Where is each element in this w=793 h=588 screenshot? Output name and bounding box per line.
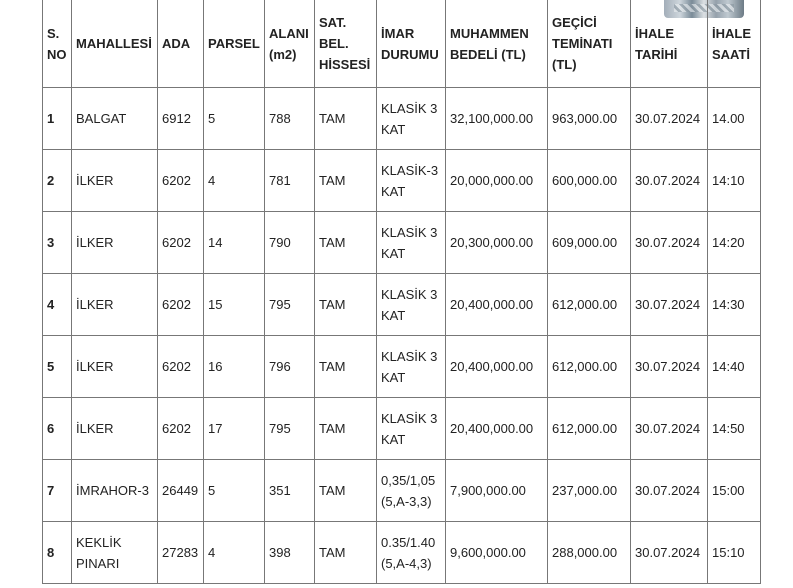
cell-alan: 788 [265,88,315,150]
cell-tarih: 30.07.2024 [631,522,708,584]
cell-ada: 6912 [158,88,204,150]
cell-hisse: TAM [315,336,377,398]
header-ada: ADA [158,0,204,88]
header-parsel: PARSEL [204,0,265,88]
header-sno: S. NO [43,0,72,88]
cell-imar: KLASİK 3 KAT [377,398,446,460]
cell-ada: 6202 [158,150,204,212]
cell-parsel: 15 [204,274,265,336]
cell-sno: 1 [43,88,72,150]
cell-saat: 14:10 [708,150,761,212]
cell-tarih: 30.07.2024 [631,212,708,274]
cell-hisse: TAM [315,88,377,150]
cell-hisse: TAM [315,212,377,274]
cell-sno: 4 [43,274,72,336]
cell-bedel: 7,900,000.00 [446,460,548,522]
cell-parsel: 4 [204,522,265,584]
cell-ada: 6202 [158,212,204,274]
cell-parsel: 16 [204,336,265,398]
cell-teminat: 288,000.00 [548,522,631,584]
table-row [43,522,761,584]
cell-bedel: 20,400,000.00 [446,398,548,460]
header-saat: İHALE SAATİ [708,0,761,88]
cell-hisse: TAM [315,274,377,336]
cell-parsel: 4 [204,150,265,212]
cell-imar: KLASİK 3 KAT [377,88,446,150]
cell-ada: 6202 [158,398,204,460]
cell-teminat: 612,000.00 [548,398,631,460]
cell-parsel: 17 [204,398,265,460]
cell-bedel: 9,600,000.00 [446,522,548,584]
cell-saat: 14.00 [708,88,761,150]
cell-teminat: 609,000.00 [548,212,631,274]
cell-ada: 6202 [158,336,204,398]
cell-tarih: 30.07.2024 [631,88,708,150]
cell-mahalle: İLKER [72,212,158,274]
cell-saat: 14:50 [708,398,761,460]
cell-sno: 6 [43,398,72,460]
cell-alan: 796 [265,336,315,398]
cell-mahalle: KEKLİK PINARI [72,522,158,584]
header-row [43,0,761,88]
cell-parsel: 14 [204,212,265,274]
cell-ada: 6202 [158,274,204,336]
cell-tarih: 30.07.2024 [631,460,708,522]
cell-alan: 790 [265,212,315,274]
cell-tarih: 30.07.2024 [631,336,708,398]
cell-mahalle: İLKER [72,274,158,336]
header-bedel: MUHAMMEN BEDELİ (TL) [446,0,548,88]
cell-sno: 3 [43,212,72,274]
cell-imar: KLASİK 3 KAT [377,212,446,274]
cell-imar: KLASİK-3 KAT [377,150,446,212]
cell-ada: 26449 [158,460,204,522]
cell-parsel: 5 [204,460,265,522]
cell-teminat: 600,000.00 [548,150,631,212]
cell-teminat: 237,000.00 [548,460,631,522]
header-hisse: SAT. BEL. HİSSESİ [315,0,377,88]
cell-alan: 795 [265,274,315,336]
cell-ada: 27283 [158,522,204,584]
cell-sno: 7 [43,460,72,522]
cell-bedel: 20,400,000.00 [446,336,548,398]
cell-sno: 5 [43,336,72,398]
cell-hisse: TAM [315,150,377,212]
cell-tarih: 30.07.2024 [631,274,708,336]
header-mahalle: MAHALLESİ [72,0,158,88]
cell-hisse: TAM [315,398,377,460]
cell-mahalle: İMRAHOR-3 [72,460,158,522]
cell-alan: 398 [265,522,315,584]
cell-mahalle: BALGAT [72,88,158,150]
cell-tarih: 30.07.2024 [631,398,708,460]
cell-hisse: TAM [315,460,377,522]
header-tarih: İHALE TARİHİ [631,0,708,88]
cell-imar: KLASİK 3 KAT [377,274,446,336]
cell-teminat: 612,000.00 [548,336,631,398]
cell-alan: 351 [265,460,315,522]
cell-saat: 14:40 [708,336,761,398]
cell-mahalle: İLKER [72,398,158,460]
cell-sno: 2 [43,150,72,212]
cell-imar: 0.35/1.40 (5,A-4,3) [377,522,446,584]
cell-imar: KLASİK 3 KAT [377,336,446,398]
cell-saat: 14:30 [708,274,761,336]
cell-mahalle: İLKER [72,336,158,398]
header-imar: İMAR DURUMU [377,0,446,88]
header-alan: ALANI (m2) [265,0,315,88]
cell-tarih: 30.07.2024 [631,150,708,212]
auction-table [42,0,761,584]
cell-saat: 14:20 [708,212,761,274]
table-row [43,274,761,336]
header-teminat: GEÇİCİ TEMİNATI (TL) [548,0,631,88]
table-row [43,150,761,212]
table-row [43,88,761,150]
cell-sno: 8 [43,522,72,584]
cell-bedel: 20,000,000.00 [446,150,548,212]
cell-mahalle: İLKER [72,150,158,212]
cell-hisse: TAM [315,522,377,584]
cell-bedel: 20,400,000.00 [446,274,548,336]
cell-saat: 15:00 [708,460,761,522]
cell-imar: 0,35/1,05 (5,A-3,3) [377,460,446,522]
cell-alan: 795 [265,398,315,460]
table-row [43,460,761,522]
table-row [43,212,761,274]
cell-teminat: 612,000.00 [548,274,631,336]
cell-parsel: 5 [204,88,265,150]
table-row [43,336,761,398]
cell-saat: 15:10 [708,522,761,584]
cell-bedel: 32,100,000.00 [446,88,548,150]
cell-teminat: 963,000.00 [548,88,631,150]
cell-alan: 781 [265,150,315,212]
cell-bedel: 20,300,000.00 [446,212,548,274]
table-row [43,398,761,460]
